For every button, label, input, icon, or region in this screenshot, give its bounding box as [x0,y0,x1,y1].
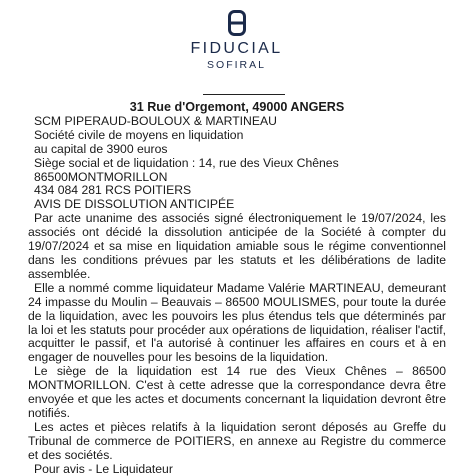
paragraph-seat: Le siège de la liquidation est 14 rue des Vieux Chênes – 86500 MONTMORILLON. C'est à cette adresse que la correspondance devra être envoyée et que les actes et documents concernant la liquidation devront être notifiés. [28,364,446,420]
company-seat: Siège social et de liquidation : 14, rue des Vieux Chênes [34,155,339,170]
header-divider [203,94,285,95]
company-name: SCM PIPERAUD-BOULOUX & MARTINEAU [34,113,277,128]
paragraph-dissolution: Par acte unanime des associés signé électroniquement le 19/07/2024, les associés ont décidé la dissolution anticipée de la Société à compter du 19/07/2024 et sa mise en liquidation amiable sous le régime conventionnel dans les conditions prévues par les statuts et les délibérations de ladite assemblée. [28,211,446,281]
company-city: 86500MONTMORILLON [34,169,168,184]
company-rcs: 434 084 281 RCS POITIERS [34,183,192,198]
signature-line: Pour avis - Le Liquidateur [34,461,173,476]
sub-brand-name: SOFIRAL [207,59,266,71]
company-capital: au capital de 3900 euros [34,141,168,156]
paragraph-filing: Les actes et pièces relatifs à la liquidation seront déposés au Greffe du Tribunal de commerce de POITIERS, en annexe au Registre du commerce et des sociétés. [28,419,446,462]
fiducial-logo-icon [228,10,246,36]
paragraph-liquidator: Elle a nommé comme liquidateur Madame Valérie MARTINEAU, demeurant 24 impasse du Moulin – Beauvais – 86500 MOULISMES, pour toute la durée de la liquidation, avec les pouvoirs les plus étendus tels que déterminés par la loi et les statuts pour procéder aux opérations de liquidation, réaliser l'actif, acquitter le passif, et l'a autorisé à continuer les affaires en cours et à en engager de nouvelles pour les besoins de la liquidation. [28,280,446,365]
address-header: 31 Rue d'Orgemont, 49000 ANGERS [129,100,345,114]
notice-title: AVIS DE DISSOLUTION ANTICIPÉE [34,197,235,212]
brand-name: FIDUCIAL [190,40,283,57]
legal-notice [28,101,446,476]
logo [0,10,473,71]
company-form: Société civile de moyens en liquidation [34,127,244,142]
